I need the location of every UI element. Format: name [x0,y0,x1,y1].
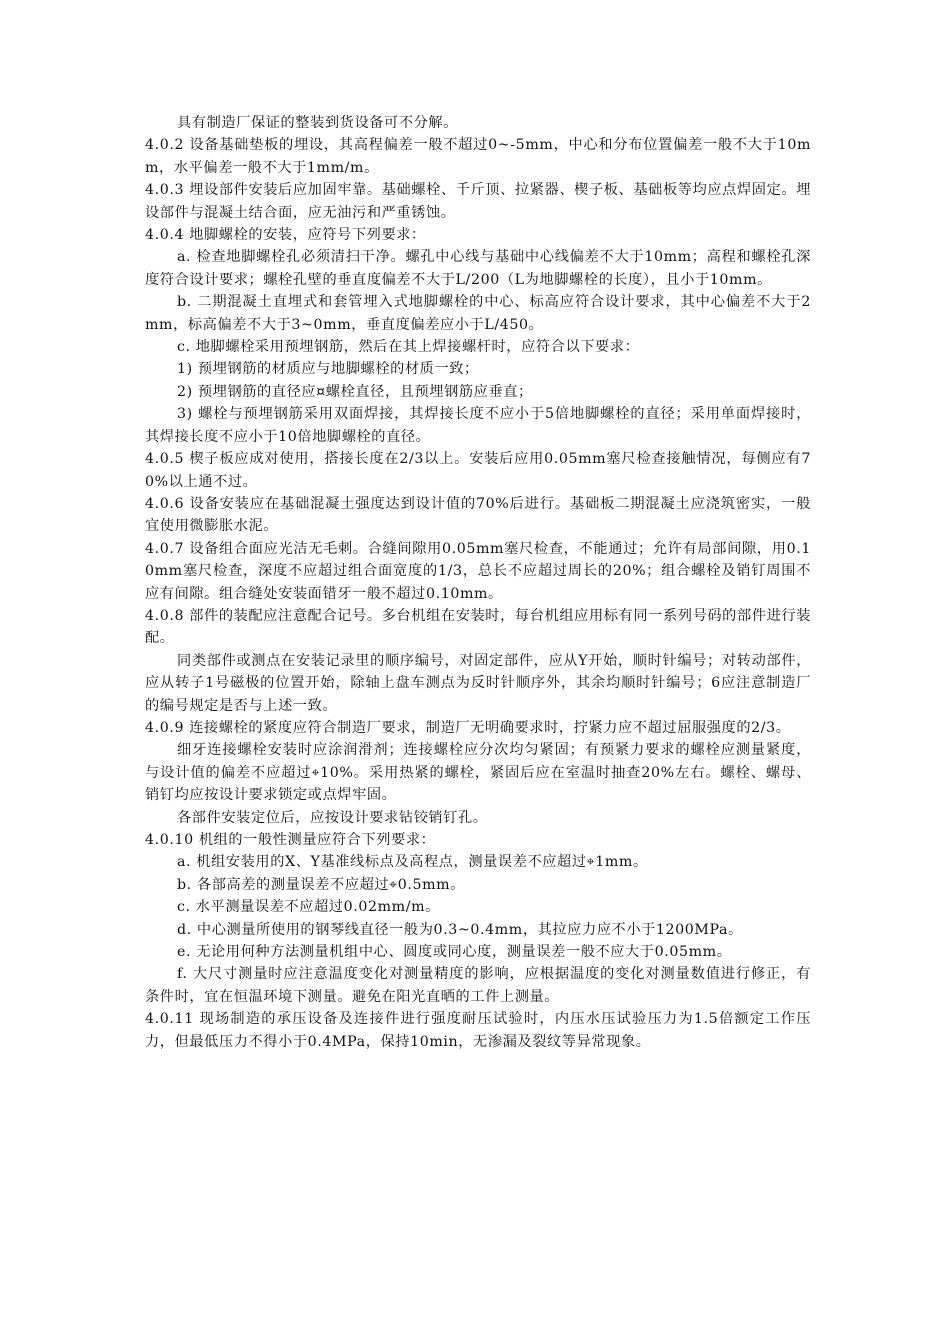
paragraph: f. 大尺寸测量时应注意温度变化对测量精度的影响，应根据温度的变化对测量数值进行修正，有条件时，宜在恒温环境下测量。避免在阳光直晒的工件上测量。 [145,966,811,1005]
paragraph: 各部件安装定位后，应按设计要求钻铰销钉孔。 [177,809,488,826]
paragraph: a. 机组安装用的X、Y基准线标点及高程点，测量误差不应超过⌖1mm。 [177,854,648,871]
paragraph: 4.0.11 现场制造的承压设备及连接件进行强度耐压试验时，内压水压试验压力为1.5倍额定工作压力，但最低压力不得小于0.4MPa，保持10min，无渗漏及裂纹等异常现象。 [145,1011,811,1050]
paragraph: 细牙连接螺栓安装时应涂润滑剂；连接螺栓应分次均匀紧固；有预紧力要求的螺栓应测量紧度，与设计值的偏差不应超过⌖10%。采用热紧的螺栓，紧固后应在室温时抽查20%左右。螺栓、螺母、销钉均应按设计要求锁定或点焊牢固。 [145,742,811,804]
paragraph: 4.0.5 楔子板应成对使用，搭接长度在2/3以上。安装后应用0.05mm塞尺检查接触情况，每侧应有70%以上通不过。 [145,451,811,490]
paragraph: 1) 预埋钢筋的材质应与地脚螺栓的材质一致； [177,361,479,378]
paragraph: d. 中心测量所使用的钢琴线直径一般为0.3~0.4mm，其拉应力应不小于1200MPa。 [177,921,743,938]
paragraph: 4.0.10 机组的一般性测量应符合下列要求： [145,832,436,848]
paragraph: 2) 预埋钢筋的直径应¤螺栓直径，且预埋钢筋应垂直； [177,383,533,400]
paragraph: 4.0.2 设备基础垫板的埋设，其高程偏差一般不超过0~-5mm，中心和分布位置偏差一般不大于10mm，水平偏差一般不大于1mm/m。 [145,137,811,176]
paragraph: c. 水平测量误差不应超过0.02mm/m。 [177,899,440,916]
paragraph: 具有制造厂保证的整装到货设备可不分解。 [177,115,458,131]
paragraph: a. 检查地脚螺栓孔必须清扫干净。螺孔中心线与基础中心线偏差不大于10mm；高程和螺栓孔深度符合设计要求；螺栓孔壁的垂直度偏差不大于L/200（L为地脚螺栓的长度），且小于10mm。 [145,249,811,288]
paragraph: 4.0.8 部件的装配应注意配合记号。多台机组在安装时，每台机组应用标有同一系列号码的部件进行装配。 [145,607,811,647]
paragraph: 同类部件或测点在安装记录里的顺序编号，对固定部件，应从Y开始，顺时针编号；对转动部件，应从转子1号磁极的位置开始，除轴上盘车测点为反时针顺序外，其余均顺时针编号；6应注意制造厂的编号规定是否与上述一致。 [145,652,811,714]
paragraph: b. 各部高差的测量误差不应超过⌖0.5mm。 [177,876,465,893]
paragraph: b. 二期混凝土直埋式和套管埋入式地脚螺栓的中心、标高应符合设计要求，其中心偏差不大于2mm，标高偏差不大于3~0mm，垂直度偏差应小于L/450。 [145,294,811,333]
paragraph: 4.0.4 地脚螺栓的安装，应符号下列要求： [145,227,426,244]
paragraph: e. 无论用何种方法测量机组中心、圆度或同心度，测量误差一般不应大于0.05mm。 [177,944,732,961]
document-body [145,112,811,1053]
paragraph: 4.0.6 设备安装应在基础混凝土强度达到设计值的70%后进行。基础板二期混凝土应浇筑密实，一般宜使用微膨胀水泥。 [145,495,811,535]
paragraph: 4.0.9 连接螺栓的紧度应符合制造厂要求，制造厂无明确要求时，拧紧力应不超过屈服强度的2/3。 [145,719,791,736]
paragraph: 4.0.7 设备组合面应光洁无毛刺。合缝间隙用0.05mm塞尺检查，不能通过；允许有局部间隙，用0.10mm塞尺检查，深度不应超过组合面宽度的1/3，总长不应超过周长的20%；组合螺栓及销钉周围不应有间隙。组合缝处安装面错牙一般不超过0.10mm。 [145,540,811,602]
paragraph: c. 地脚螺栓采用预埋钢筋，然后在其上焊接螺杆时，应符合以下要求： [177,339,640,356]
paragraph: 4.0.3 埋设部件安装后应加固牢靠。基础螺栓、千斤顶、拉紧器、楔子板、基础板等均应点焊固定。埋设部件与混凝土结合面，应无油污和严重锈蚀。 [145,182,811,221]
paragraph: 3) 螺栓与预埋钢筋采用双面焊接，其焊接长度不应小于5倍地脚螺栓的直径；采用单面焊接时，其焊接长度不应小于10倍地脚螺栓的直径。 [145,406,811,445]
